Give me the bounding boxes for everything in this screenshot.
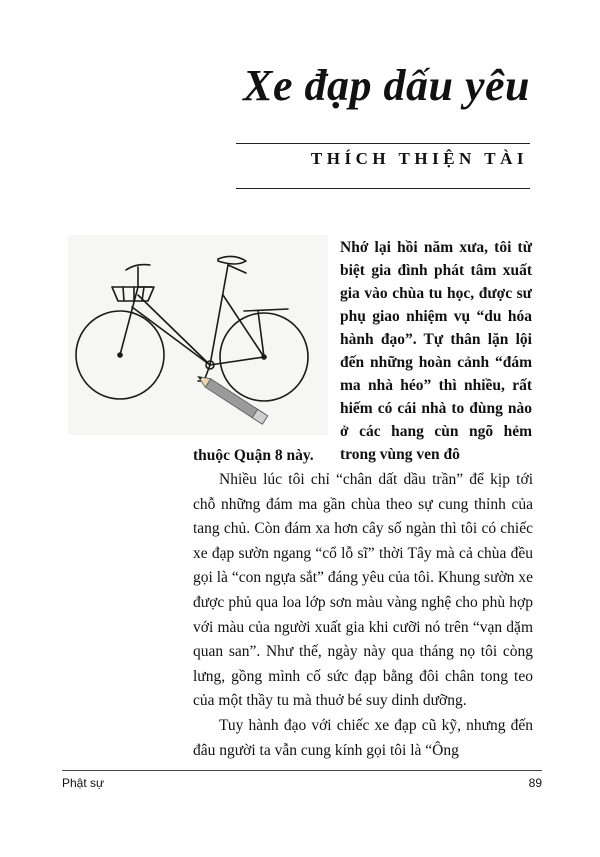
title-rule-bottom	[236, 188, 530, 189]
page-number: 89	[528, 776, 542, 790]
footer-rule	[62, 770, 542, 771]
bicycle-illustration	[68, 235, 328, 435]
body-paragraph: Nhiều lúc tôi chỉ “chân dất dầu trần” để kịp tới chỗ những đám ma gần chùa theo sự cung thỉnh của tang chủ. Còn đám xa hơn cây số ngàn thì tôi có chiếc xe đạp sườn ngang “cổ lỗ sĩ” thời Tây mà cả chùa đều gọi là “con ngựa sắt” đáng yêu của tôi. Khung sườn xe được phủ qua loa lớp sơn màu vàng nghệ cho phù hợp với màu của người xuất gia khi cưỡi nó trên “vạn dặm quan san”. Như thế, ngày này qua tháng nọ tôi còng lưng, gồng mình cố sức đạp bằng đôi chân tong teo của một thầy tu mà thuở bé suy dinh dưỡng.	[193, 471, 533, 710]
intro-paragraph: Nhớ lại hồi năm xưa, tôi từ biệt gia đình phát tâm xuất gia vào chùa tu học, được sư phụ giao nhiệm vụ “du hóa hành đạo”. Tự thân lặn lội đến những hoàn cảnh “đám ma nhà héo” thì nhiều, rất hiếm có cái nhà to đùng nào ở các hang cùn ngõ hẻm trong vùng ven đô	[340, 239, 532, 463]
author-name: THÍCH THIỆN TÀI	[310, 149, 528, 168]
title-rule-top	[236, 143, 530, 144]
intro-paragraph-end: thuộc Quận 8 này.	[193, 447, 314, 464]
article-title: Xe đạp dấu yêu	[243, 61, 530, 110]
footer-section-name: Phật sự	[62, 776, 105, 790]
body-paragraph: Tuy hành đạo với chiếc xe đạp cũ kỹ, nhưng đến đâu người ta vẫn cung kính gọi tôi là “Ông	[193, 716, 533, 759]
article-body	[193, 468, 533, 763]
bicycle-drawing-icon	[68, 235, 328, 435]
